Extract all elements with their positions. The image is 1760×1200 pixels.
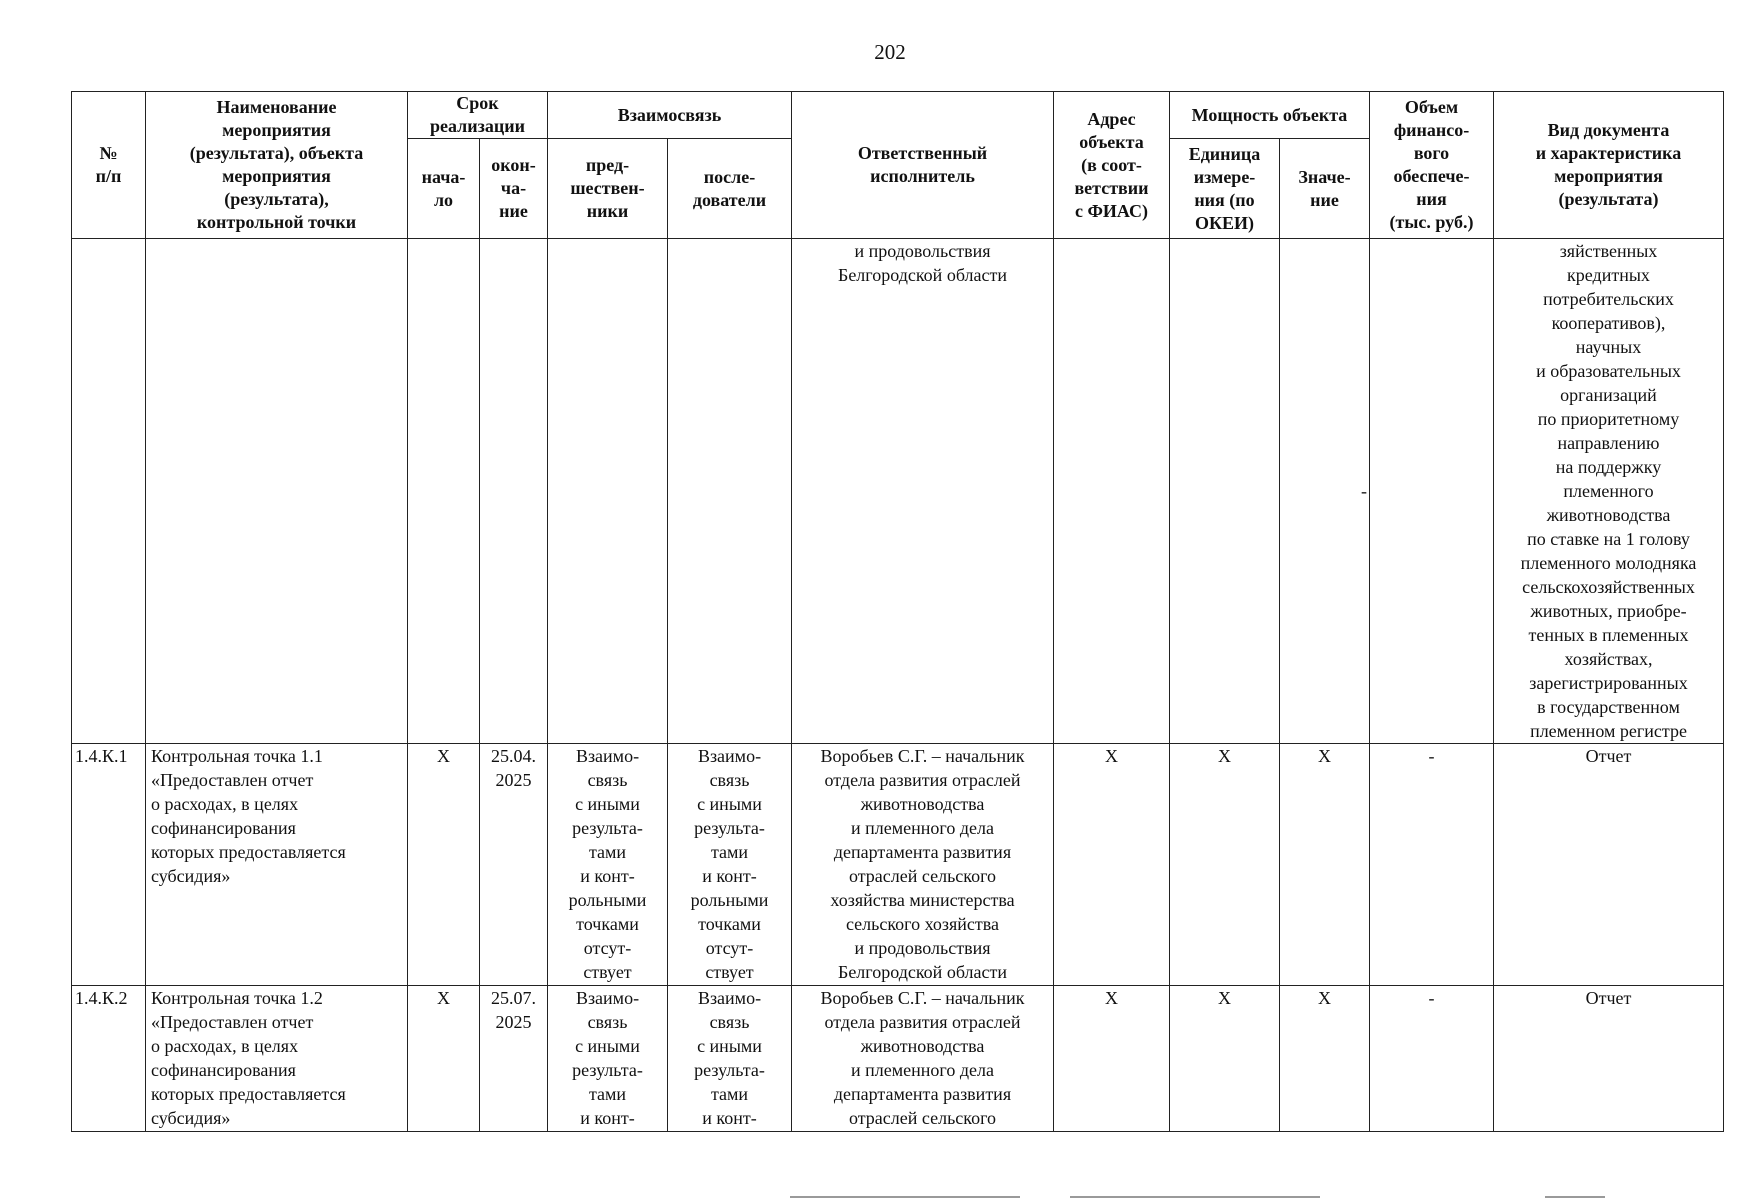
cell-predecessors: Взаимо- связь с иными результа- тами и конт- рольными точками отсут- ствует — [548, 744, 668, 986]
cell-responsible: Воробьев С.Г. – начальник отдела развития отраслей животноводства и племенного дела департамента развития отраслей сельского — [792, 986, 1054, 1132]
header-unit: Единица измере- ния (по ОКЕИ) — [1170, 139, 1280, 239]
cell-start: X — [408, 744, 480, 986]
cell-doc-type: Отчет — [1494, 744, 1724, 986]
cell-unit — [1170, 239, 1280, 744]
cell-value: - — [1280, 239, 1370, 744]
cell-end — [480, 239, 548, 744]
cell-num: 1.4.К.1 — [72, 744, 146, 986]
header-responsible: Ответственный исполнитель — [792, 92, 1054, 239]
cell-successors — [668, 239, 792, 744]
cell-name — [146, 239, 408, 744]
header-relation: Взаимосвязь — [548, 92, 792, 139]
scan-line — [790, 1196, 1020, 1198]
cell-successors: Взаимо- связь с иными результа- тами и конт- рольными точками отсут- ствует — [668, 744, 792, 986]
cell-end: 25.04. 2025 — [480, 744, 548, 986]
cell-unit: X — [1170, 744, 1280, 986]
cell-address: X — [1054, 986, 1170, 1132]
header-successors: после- дователи — [668, 139, 792, 239]
header-address: Адрес объекта (в соот- ветствии с ФИАС) — [1054, 92, 1170, 239]
header-value: Значе- ние — [1280, 139, 1370, 239]
header-num: № п/п — [72, 92, 146, 239]
cell-start: X — [408, 986, 480, 1132]
cell-start — [408, 239, 480, 744]
header-term-start: нача- ло — [408, 139, 480, 239]
cell-predecessors — [548, 239, 668, 744]
table-row-continuation — [72, 239, 1724, 744]
page-number: 202 — [874, 40, 906, 64]
header-finance: Объем финансо- вого обеспече- ния (тыс. руб.) — [1370, 92, 1494, 239]
cell-address — [1054, 239, 1170, 744]
cell-address: X — [1054, 744, 1170, 986]
header-term: Срок реализации — [408, 92, 548, 139]
scan-line — [1545, 1196, 1605, 1198]
cell-doc-type: Отчет — [1494, 986, 1724, 1132]
cell-doc-type: зяйственных кредитных потребительских кооперативов), научных и образовательных организаций по приоритетному направлению на поддержку племенного животноводства по ставке на 1 голову племенного молодняка сельскохозяйственных животных, приобре- тенных в племенных хозяйствах, зарегистрированных в государственном племенном регистре — [1494, 239, 1724, 744]
measures-table — [71, 91, 1724, 1132]
cell-name: Контрольная точка 1.1 «Предоставлен отчет о расходах, в целях софинансирования которых предоставляется субсидия» — [146, 744, 408, 986]
header-name: Наименование мероприятия (результата), объекта мероприятия (результата), контрольной точки — [146, 92, 408, 239]
scan-line — [1070, 1196, 1320, 1198]
cell-finance — [1370, 239, 1494, 744]
cell-predecessors: Взаимо- связь с иными результа- тами и конт- — [548, 986, 668, 1132]
cell-num: 1.4.К.2 — [72, 986, 146, 1132]
cell-responsible: и продовольствия Белгородской области — [792, 239, 1054, 744]
header-term-end: окон- ча- ние — [480, 139, 548, 239]
cell-name: Контрольная точка 1.2 «Предоставлен отчет о расходах, в целях софинансирования которых предоставляется субсидия» — [146, 986, 408, 1132]
header-doc-type: Вид документа и характеристика мероприятия (результата) — [1494, 92, 1724, 239]
cell-unit: X — [1170, 986, 1280, 1132]
cell-successors: Взаимо- связь с иными результа- тами и конт- — [668, 986, 792, 1132]
table-row — [72, 744, 1724, 986]
table-row — [72, 986, 1724, 1132]
header-predecessors: пред- шествен- ники — [548, 139, 668, 239]
cell-value: X — [1280, 744, 1370, 986]
cell-num — [72, 239, 146, 744]
cell-value: X — [1280, 986, 1370, 1132]
cell-end: 25.07. 2025 — [480, 986, 548, 1132]
cell-responsible: Воробьев С.Г. – начальник отдела развития отраслей животноводства и племенного дела департамента развития отраслей сельского хозяйства министерства сельского хозяйства и продовольствия Белгородской области — [792, 744, 1054, 986]
header-capacity: Мощность объекта — [1170, 92, 1370, 139]
cell-finance: - — [1370, 744, 1494, 986]
cell-finance: - — [1370, 986, 1494, 1132]
